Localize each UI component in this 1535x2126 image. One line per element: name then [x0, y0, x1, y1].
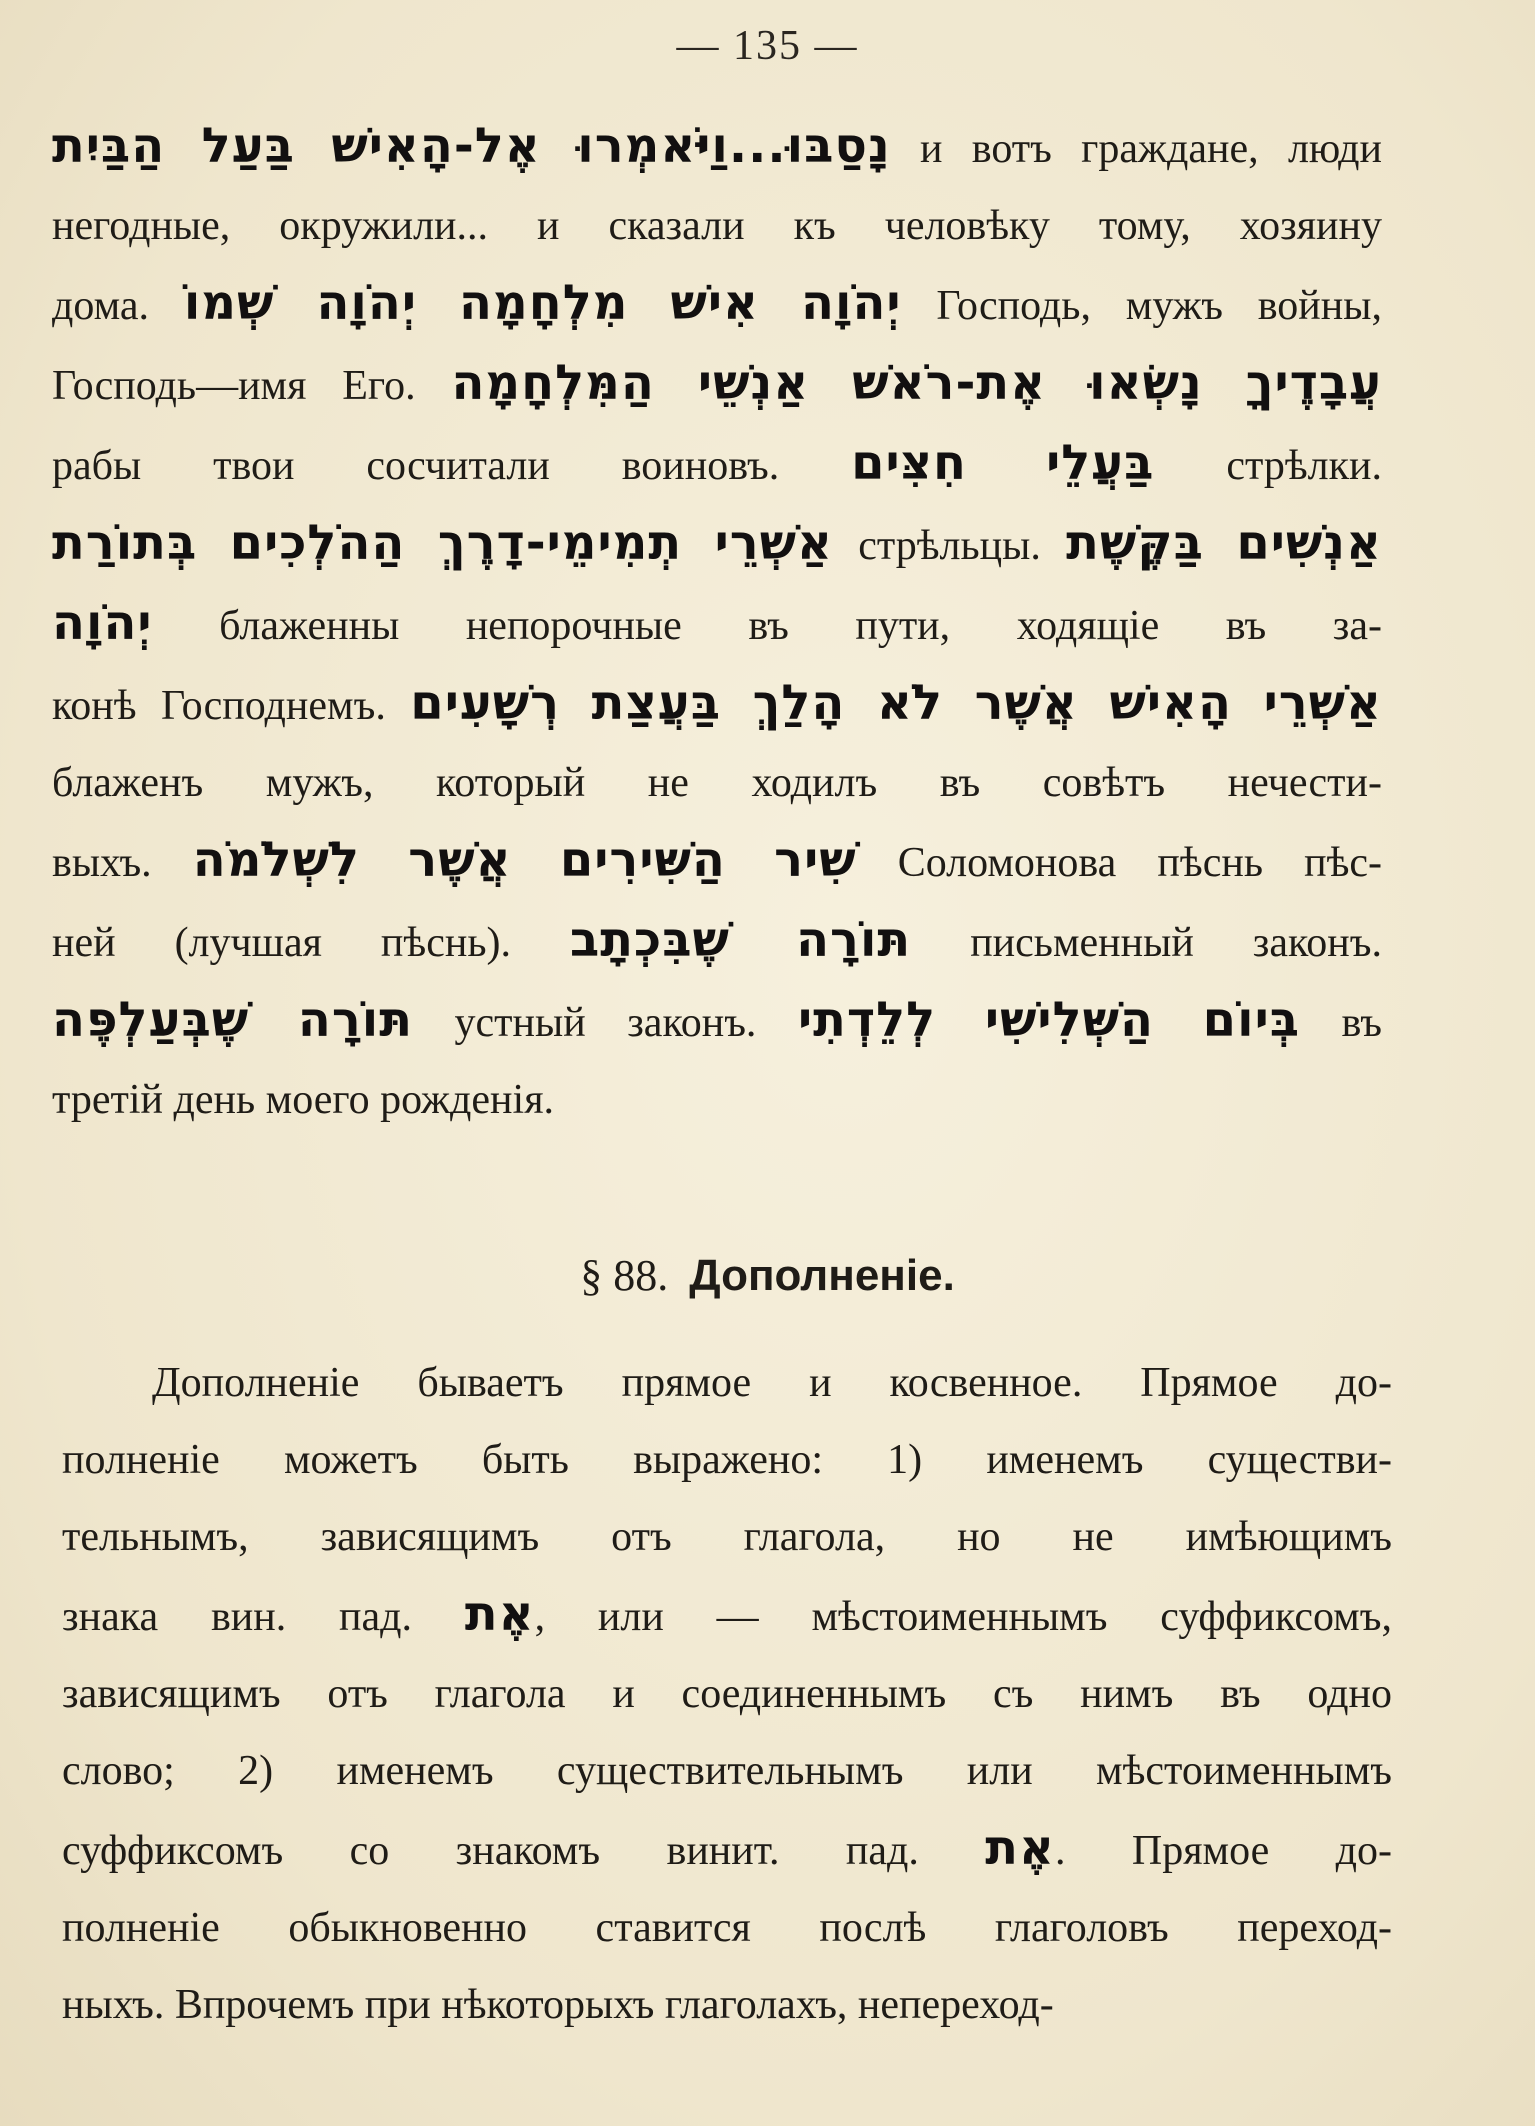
russian-text: въ — [1299, 1000, 1382, 1046]
russian-text: и вотъ граждане, люди — [890, 126, 1382, 172]
russian-text: третій день моего рожденія. — [52, 1077, 555, 1123]
russian-text: Дополненіе бываетъ прямое и косвенное. Прямое до- — [152, 1360, 1392, 1406]
hebrew-text: אַשְׁרֵי תְמִימֵי-דָרֶךְ הַהֹלְכִים בְּתוֹרַת — [52, 515, 833, 571]
russian-text: стрѣльцы. — [832, 523, 1067, 569]
hebrew-text: בַּעֲלֵי חִצִּים — [851, 435, 1155, 491]
text-line — [52, 505, 1382, 585]
hebrew-text: תּוֹרָה שֶׁבְּעַלְפֶּה — [52, 992, 414, 1048]
text-line — [52, 108, 1382, 188]
russian-text: слово; 2) именемъ существительнымъ или мѣстоименнымъ — [62, 1748, 1392, 1794]
russian-text: Господь, мужъ войны, — [901, 283, 1382, 329]
russian-text: полненіе обыкновенно ставится послѣ глаголовъ переход- — [62, 1905, 1392, 1951]
section-number: § 88. — [580, 1251, 669, 1300]
hebrew-text: נָסַבּוּ...וַיֹּאמְרוּ אֶל-הָאִישׁ בַּעַל הַבַּיִת — [52, 118, 891, 174]
russian-text: , или — мѣстоименнымъ суффиксомъ, — [534, 1594, 1392, 1640]
russian-text: дома. — [52, 283, 184, 329]
hebrew-text: אֶת — [985, 1820, 1055, 1876]
text-line — [52, 585, 1382, 665]
hebrew-text: אַנְשִׁים בַּקֶּשֶׁת — [1066, 515, 1382, 571]
russian-text: знака вин. пад. — [62, 1594, 465, 1640]
text-line — [62, 1810, 1392, 1890]
paragraph-complement — [62, 1345, 1392, 2044]
russian-text: письменный законъ. — [911, 920, 1382, 966]
russian-text: ней (лучшая пѣснь). — [52, 920, 570, 966]
text-line — [62, 1499, 1392, 1576]
text-line — [62, 1656, 1392, 1733]
hebrew-text: יְהֹוָה — [52, 595, 153, 651]
text-line — [52, 822, 1382, 902]
russian-text: Господь—имя Его. — [52, 363, 452, 409]
text-line — [62, 1422, 1392, 1499]
paragraph-examples — [52, 108, 1382, 1139]
text-line — [52, 1062, 1382, 1139]
page-number: — 135 — — [676, 23, 859, 69]
text-line — [62, 1733, 1392, 1810]
text-line — [52, 265, 1382, 345]
hebrew-text: שִׁיר הַשִּׁירִים אֲשֶׁר לִשְׁלֹמֹה — [192, 832, 857, 888]
russian-text: конѣ Господнемъ. — [52, 683, 411, 729]
russian-text: устный законъ. — [413, 1000, 798, 1046]
russian-text: негодные, окружили... и сказали къ человѣку тому, хозяину — [52, 203, 1382, 249]
russian-text: выхъ. — [52, 840, 193, 886]
section-title: Дополненіе. — [689, 1251, 955, 1300]
hebrew-text: עֲבָדֶיךָ נָשְׂאוּ אֶת-רֹאשׁ אַנְשֵׁי הַמִּלְחָמָה — [451, 355, 1382, 411]
russian-text: стрѣлки. — [1154, 443, 1382, 489]
text-line — [62, 1345, 1392, 1422]
hebrew-text: בְּיוֹם הַשְּׁלִישִׁי לְלֵדְתִי — [797, 992, 1300, 1048]
text-line — [52, 345, 1382, 425]
text-line — [52, 902, 1382, 982]
text-line — [62, 1576, 1392, 1656]
russian-text: блаженны непорочные въ пути, ходящіе въ за- — [152, 603, 1382, 649]
text-line — [52, 425, 1382, 505]
russian-text: зависящимъ отъ глагола и соединеннымъ съ нимъ въ одно — [62, 1671, 1392, 1717]
russian-text: полненіе можетъ быть выражено: 1) именемъ существи- — [62, 1437, 1392, 1483]
russian-text: рабы твои сосчитали воиновъ. — [52, 443, 852, 489]
text-line — [62, 1890, 1392, 1967]
text-line — [52, 188, 1382, 265]
text-line — [52, 745, 1382, 822]
russian-text: ныхъ. Впрочемъ при нѣкоторыхъ глаголахъ, непереход- — [62, 1982, 1054, 2028]
hebrew-text: יְהֹוָה אִישׁ מִלְחָמָה יְהֹוָה שְׁמוֹ — [183, 275, 902, 331]
hebrew-text: אַשְׁרֵי הָאִישׁ אֲשֶׁר לֹא הָלַךְ בַּעֲצַת רְשָׁעִים — [410, 675, 1382, 731]
section-heading — [0, 1250, 1535, 1301]
russian-text: суффиксомъ со знакомъ винит. пад. — [62, 1828, 986, 1874]
hebrew-text: תּוֹרָה שֶׁבִּכְתָב — [569, 912, 912, 968]
russian-text: Соломонова пѣснь пѣс- — [856, 840, 1382, 886]
russian-text: тельнымъ, зависящимъ отъ глагола, но не имѣющимъ — [62, 1514, 1392, 1560]
russian-text: . Прямое до- — [1054, 1828, 1392, 1874]
russian-text: блаженъ мужъ, который не ходилъ въ совѣтъ нечести- — [52, 760, 1382, 806]
text-line — [62, 1967, 1392, 2044]
text-line — [52, 665, 1382, 745]
hebrew-text: אֶת — [464, 1586, 535, 1642]
text-line — [52, 982, 1382, 1062]
